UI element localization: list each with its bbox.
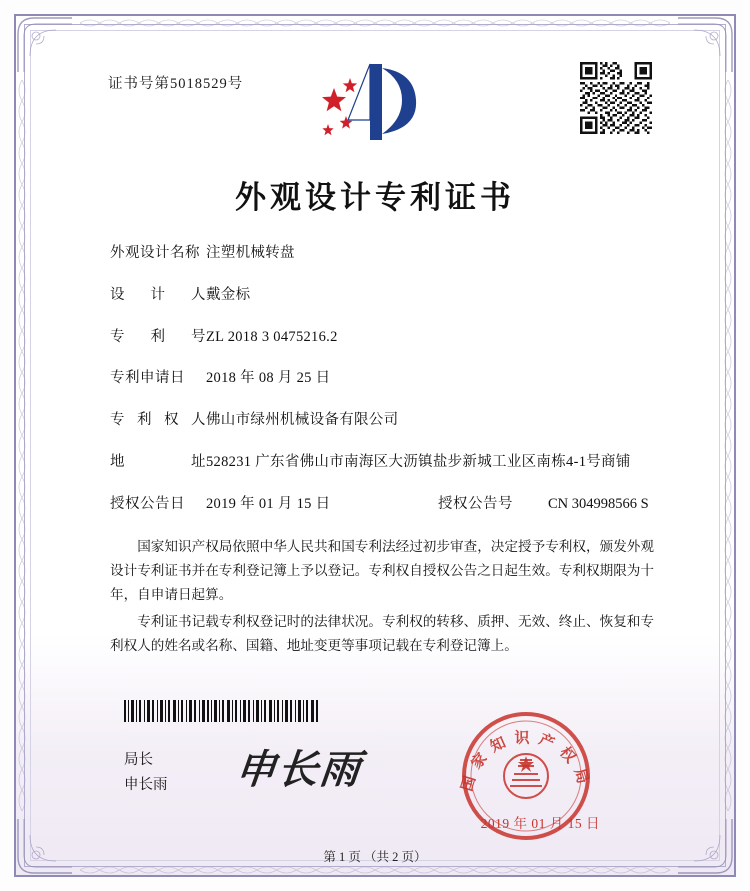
field-label-char: 计	[150, 286, 166, 303]
field-label-char: 利	[137, 412, 152, 428]
field-value: 注塑机械转盘	[206, 245, 295, 261]
qr-code-icon	[580, 62, 652, 134]
field-label: 专利申请日	[110, 370, 185, 387]
seal-date: 2019 年 01 月 15 日	[480, 816, 600, 831]
page-indicator: 第 1 页 （共 2 页）	[323, 850, 427, 864]
field-label-char: 号	[191, 328, 206, 345]
field-label	[110, 410, 206, 432]
legal-text	[110, 535, 654, 662]
field-patent-number	[110, 327, 654, 349]
field-label-char: 人	[191, 412, 206, 428]
field-label	[110, 285, 206, 307]
field-value: 528231 广东省佛山市南海区大沥镇盐步新城工业区南栋4-1号商铺	[206, 453, 631, 470]
field-patentee	[110, 410, 654, 432]
field-value: 2018 年 08 月 25 日	[206, 370, 331, 387]
signature-title: 局长	[124, 752, 153, 768]
field-label: 外观设计名称	[110, 245, 200, 261]
field-value-announcement-date: 2019 年 01 月 15 日	[206, 495, 331, 512]
certificate-fields	[110, 243, 654, 535]
field-label-char: 专	[110, 328, 125, 345]
field-label-char: 设	[110, 286, 125, 303]
field-label-char: 地	[110, 453, 125, 470]
svg-text:国家知识产权局: 国家知识产权局	[459, 730, 593, 794]
signature-block	[124, 748, 168, 799]
field-design-name	[110, 243, 654, 265]
field-label-char: 专	[110, 412, 125, 428]
field-label-char: 人	[191, 286, 206, 303]
field-value: 佛山市绿州机械设备有限公司	[206, 412, 399, 428]
field-value: ZL 2018 3 0475216.2	[206, 328, 338, 345]
field-label-char: 利	[150, 328, 166, 345]
field-value: 戴金标	[206, 286, 251, 303]
signature-name: 申长雨	[124, 777, 168, 794]
certificate-number: 证书号第5018529号	[108, 76, 244, 92]
field-label-announcement-number: 授权公告号	[438, 495, 513, 512]
barcode	[124, 700, 320, 722]
field-designer	[110, 285, 654, 307]
field-announcement	[110, 494, 654, 516]
field-label-char: 址	[191, 453, 206, 470]
field-label-char: 权	[164, 412, 179, 428]
field-label-announcement-date: 授权公告日	[110, 495, 185, 512]
field-value-announcement-number: CN 304998566 S	[548, 495, 649, 512]
legal-paragraph: 国家知识产权局依照中华人民共和国专利法经过初步审查，决定授予专利权，颁发外观设计专利证书并在专利登记簿上予以登记。专利权自授权公告之日起生效。专利权期限为十年，自申请日起算。	[110, 539, 654, 602]
page-title: 外观设计专利证书	[235, 180, 515, 215]
field-label	[110, 452, 206, 474]
legal-paragraph: 专利证书记载专利权登记时的法律状况。专利权的转移、质押、无效、终止、恢复和专利权人的姓名或名称、国籍、地址变更等事项记载在专利登记簿上。	[110, 614, 654, 654]
patent-office-logo-icon	[310, 58, 440, 150]
field-label	[110, 327, 206, 349]
field-application-date	[110, 368, 654, 390]
handwritten-signature: 申长雨	[233, 746, 365, 793]
field-address	[110, 452, 654, 474]
